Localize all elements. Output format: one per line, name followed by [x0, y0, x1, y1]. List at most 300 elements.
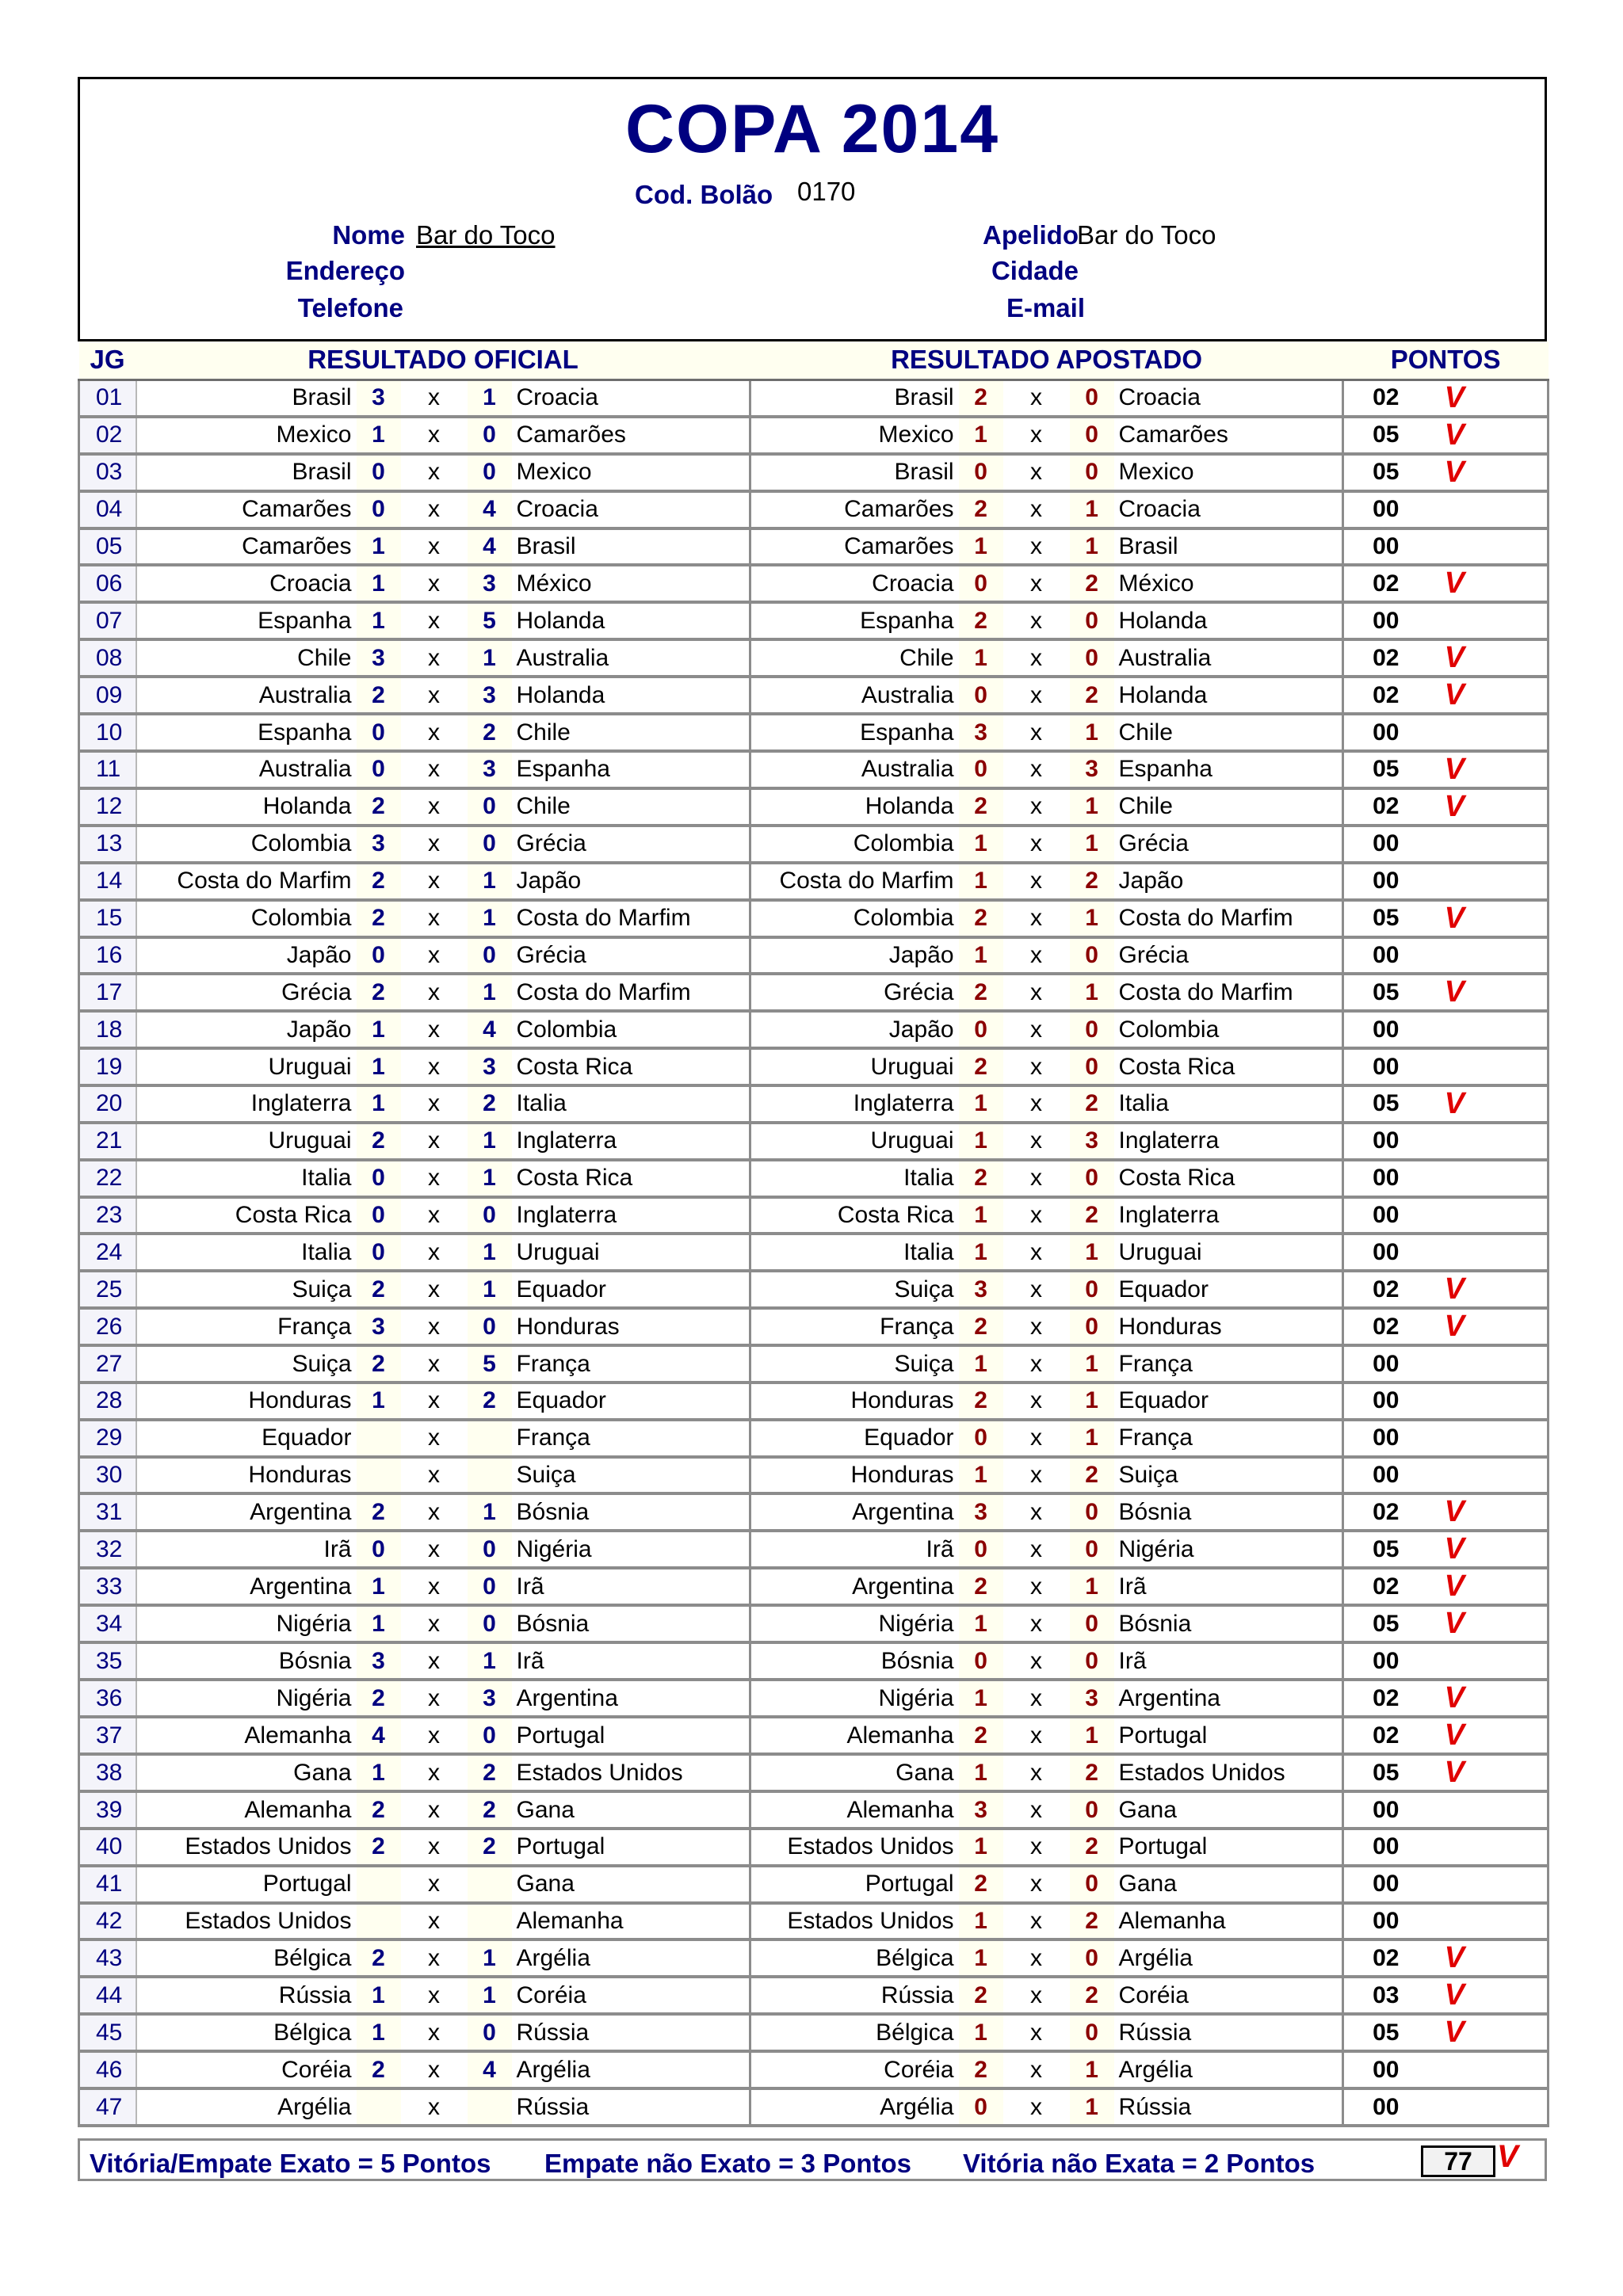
away-team-bet: Alemanha — [1114, 1903, 1343, 1940]
official-separator: x — [401, 1754, 468, 1791]
jg-cell: 47 — [79, 2088, 136, 2126]
away-team-official: Portugal — [512, 1717, 750, 1754]
home-team-official: Gana — [136, 1754, 357, 1791]
table-row — [79, 1531, 1549, 1568]
points-cell: 05 — [1343, 454, 1442, 491]
away-team-official: Bósnia — [512, 1605, 750, 1642]
bet-away-score: 2 — [1070, 1977, 1114, 2014]
official-away-score: 5 — [468, 1345, 512, 1383]
check-icon — [1442, 1123, 1549, 1160]
home-team-official: Inglaterra — [136, 1085, 357, 1123]
bet-separator: x — [1003, 1234, 1070, 1271]
home-team-bet: Suiça — [750, 1345, 959, 1383]
home-team-official: Irã — [136, 1531, 357, 1568]
home-team-bet: Japão — [750, 1011, 959, 1048]
points-cell: 00 — [1343, 1345, 1442, 1383]
official-separator: x — [401, 1605, 468, 1642]
points-cell: 05 — [1343, 1085, 1442, 1123]
jg-cell: 32 — [79, 1531, 136, 1568]
bet-away-score: 0 — [1070, 1939, 1114, 1977]
home-team-bet: Japão — [750, 937, 959, 974]
jg-cell: 05 — [79, 528, 136, 566]
bet-home-score: 3 — [959, 714, 1003, 751]
official-away-score: 4 — [468, 528, 512, 566]
away-team-official: Uruguai — [512, 1234, 750, 1271]
check-icon — [1442, 1866, 1549, 1903]
away-team-official: Gana — [512, 1791, 750, 1829]
home-team-official: Australia — [136, 677, 357, 714]
official-home-score: 1 — [357, 528, 401, 566]
official-home-score: 1 — [357, 2014, 401, 2051]
rule-win: Vitória não Exata = 2 Pontos — [963, 2149, 1316, 2178]
official-separator: x — [401, 454, 468, 491]
jg-cell: 41 — [79, 1866, 136, 1903]
home-team-official: Brasil — [136, 454, 357, 491]
bet-home-score: 0 — [959, 677, 1003, 714]
away-team-bet: Costa Rica — [1114, 1160, 1343, 1197]
away-team-bet: Bósnia — [1114, 1493, 1343, 1531]
bet-separator: x — [1003, 1717, 1070, 1754]
bet-away-score: 0 — [1070, 379, 1114, 417]
points-cell: 00 — [1343, 1197, 1442, 1234]
table-row — [79, 1829, 1549, 1866]
cod-bolao-value: 0170 — [797, 177, 856, 206]
official-home-score — [357, 2088, 401, 2126]
official-separator: x — [401, 788, 468, 826]
official-home-score: 1 — [357, 417, 401, 454]
home-team-official: Italia — [136, 1234, 357, 1271]
bet-away-score: 1 — [1070, 1234, 1114, 1271]
official-home-score: 3 — [357, 379, 401, 417]
bet-separator: x — [1003, 1085, 1070, 1123]
home-team-bet: França — [750, 1308, 959, 1345]
home-team-official: Croacia — [136, 565, 357, 602]
away-team-bet: Costa do Marfim — [1114, 900, 1343, 937]
official-separator: x — [401, 714, 468, 751]
official-separator: x — [401, 1160, 468, 1197]
home-team-bet: Costa do Marfim — [750, 863, 959, 900]
away-team-bet: Uruguai — [1114, 1234, 1343, 1271]
home-team-bet: Croacia — [750, 565, 959, 602]
bet-separator: x — [1003, 491, 1070, 528]
home-team-bet: Chile — [750, 639, 959, 677]
official-away-score: 2 — [468, 714, 512, 751]
table-row — [79, 1048, 1549, 1085]
jg-cell: 08 — [79, 639, 136, 677]
away-team-official: Portugal — [512, 1829, 750, 1866]
points-cell: 00 — [1343, 2051, 1442, 2088]
official-away-score: 0 — [468, 2014, 512, 2051]
bet-home-score: 1 — [959, 1197, 1003, 1234]
away-team-official: Costa do Marfim — [512, 900, 750, 937]
away-team-official: Japão — [512, 863, 750, 900]
official-separator: x — [401, 900, 468, 937]
bet-away-score: 0 — [1070, 1308, 1114, 1345]
bet-separator: x — [1003, 1345, 1070, 1383]
official-away-score: 2 — [468, 1383, 512, 1420]
points-cell: 00 — [1343, 1048, 1442, 1085]
check-icon — [1442, 1234, 1549, 1271]
away-team-bet: Rússia — [1114, 2088, 1343, 2126]
bet-home-score: 2 — [959, 974, 1003, 1011]
table-row — [79, 602, 1549, 639]
bet-away-score: 0 — [1070, 1493, 1114, 1531]
nome-value: Bar do Toco — [416, 220, 556, 250]
away-team-bet: Argentina — [1114, 1680, 1343, 1717]
table-row — [79, 1939, 1549, 1977]
away-team-bet: Gana — [1114, 1866, 1343, 1903]
away-team-official: Estados Unidos — [512, 1754, 750, 1791]
jg-cell: 14 — [79, 863, 136, 900]
away-team-official: Inglaterra — [512, 1123, 750, 1160]
check-icon — [1442, 1791, 1549, 1829]
check-icon: V — [1442, 900, 1549, 937]
bet-separator: x — [1003, 1457, 1070, 1494]
official-separator: x — [401, 379, 468, 417]
table-row — [79, 1197, 1549, 1234]
home-team-official: Argentina — [136, 1568, 357, 1605]
home-team-bet: Honduras — [750, 1457, 959, 1494]
official-home-score: 2 — [357, 1271, 401, 1308]
official-separator: x — [401, 1568, 468, 1605]
bet-away-score: 0 — [1070, 1011, 1114, 1048]
bet-home-score: 1 — [959, 417, 1003, 454]
home-team-official: Suiça — [136, 1345, 357, 1383]
away-team-bet: Inglaterra — [1114, 1197, 1343, 1234]
check-icon: V — [1442, 788, 1549, 826]
bet-home-score: 2 — [959, 1977, 1003, 2014]
bet-away-score: 0 — [1070, 602, 1114, 639]
bet-home-score: 1 — [959, 1939, 1003, 1977]
official-separator: x — [401, 937, 468, 974]
bet-away-score: 1 — [1070, 528, 1114, 566]
away-team-official: Grécia — [512, 826, 750, 863]
check-icon — [1442, 826, 1549, 863]
bet-away-score: 0 — [1070, 1642, 1114, 1680]
table-row — [79, 863, 1549, 900]
bet-away-score: 2 — [1070, 677, 1114, 714]
official-away-score — [468, 1866, 512, 1903]
official-separator: x — [401, 863, 468, 900]
bet-away-score: 0 — [1070, 1531, 1114, 1568]
official-away-score: 1 — [468, 1160, 512, 1197]
bet-away-score: 0 — [1070, 417, 1114, 454]
official-separator: x — [401, 1011, 468, 1048]
bet-separator: x — [1003, 1123, 1070, 1160]
official-separator: x — [401, 751, 468, 788]
table-row — [79, 1977, 1549, 2014]
official-home-score: 0 — [357, 1160, 401, 1197]
away-team-official: Costa do Marfim — [512, 974, 750, 1011]
table-row — [79, 1123, 1549, 1160]
check-icon: V — [1442, 1754, 1549, 1791]
away-team-official: Bósnia — [512, 1493, 750, 1531]
official-away-score: 1 — [468, 639, 512, 677]
official-home-score: 0 — [357, 1234, 401, 1271]
official-separator: x — [401, 491, 468, 528]
check-icon: V — [1442, 677, 1549, 714]
table-row — [79, 1903, 1549, 1940]
official-home-score: 0 — [357, 937, 401, 974]
official-separator: x — [401, 1085, 468, 1123]
bet-home-score: 1 — [959, 1829, 1003, 1866]
check-icon: V — [1442, 2014, 1549, 2051]
official-separator: x — [401, 826, 468, 863]
bet-away-score: 1 — [1070, 1568, 1114, 1605]
away-team-bet: Croacia — [1114, 379, 1343, 417]
official-away-score: 0 — [468, 417, 512, 454]
jg-cell: 16 — [79, 937, 136, 974]
official-separator: x — [401, 1866, 468, 1903]
official-away-score: 2 — [468, 1085, 512, 1123]
bet-separator: x — [1003, 565, 1070, 602]
bet-separator: x — [1003, 454, 1070, 491]
home-team-official: Bósnia — [136, 1642, 357, 1680]
home-team-official: Espanha — [136, 714, 357, 751]
official-home-score: 2 — [357, 677, 401, 714]
official-separator: x — [401, 1717, 468, 1754]
official-away-score: 0 — [468, 1197, 512, 1234]
official-away-score: 3 — [468, 1680, 512, 1717]
away-team-bet: Australia — [1114, 639, 1343, 677]
away-team-bet: Equador — [1114, 1383, 1343, 1420]
points-cell: 00 — [1343, 528, 1442, 566]
points-cell: 03 — [1343, 1977, 1442, 2014]
bet-away-score: 1 — [1070, 1717, 1114, 1754]
table-row — [79, 454, 1549, 491]
bet-separator: x — [1003, 528, 1070, 566]
home-team-bet: Irã — [750, 1531, 959, 1568]
away-team-bet: França — [1114, 1345, 1343, 1383]
official-away-score: 1 — [468, 863, 512, 900]
home-team-bet: Alemanha — [750, 1791, 959, 1829]
official-separator: x — [401, 1531, 468, 1568]
check-icon: V — [1442, 751, 1549, 788]
bet-home-score: 0 — [959, 1642, 1003, 1680]
home-team-official: Grécia — [136, 974, 357, 1011]
away-team-official: Holanda — [512, 602, 750, 639]
official-away-score: 4 — [468, 491, 512, 528]
home-team-official: Alemanha — [136, 1791, 357, 1829]
points-cell: 05 — [1343, 417, 1442, 454]
table-row — [79, 1717, 1549, 1754]
home-team-official: Bélgica — [136, 1939, 357, 1977]
away-team-bet: Camarões — [1114, 417, 1343, 454]
home-team-official: Alemanha — [136, 1717, 357, 1754]
points-cell: 00 — [1343, 602, 1442, 639]
official-home-score: 0 — [357, 491, 401, 528]
bet-separator: x — [1003, 1754, 1070, 1791]
home-team-official: Suiça — [136, 1271, 357, 1308]
official-home-score: 0 — [357, 1531, 401, 1568]
bet-separator: x — [1003, 602, 1070, 639]
away-team-official: Grécia — [512, 937, 750, 974]
jg-cell: 27 — [79, 1345, 136, 1383]
home-team-bet: Uruguai — [750, 1123, 959, 1160]
bet-separator: x — [1003, 2088, 1070, 2126]
bet-away-score: 2 — [1070, 1085, 1114, 1123]
away-team-bet: Brasil — [1114, 528, 1343, 566]
bet-home-score: 1 — [959, 1234, 1003, 1271]
home-team-official: Australia — [136, 751, 357, 788]
official-separator: x — [401, 1234, 468, 1271]
points-cell: 00 — [1343, 1457, 1442, 1494]
table-row — [79, 528, 1549, 566]
bet-home-score: 1 — [959, 1457, 1003, 1494]
official-home-score: 2 — [357, 1345, 401, 1383]
official-away-score: 2 — [468, 1754, 512, 1791]
bet-home-score: 1 — [959, 528, 1003, 566]
home-team-official: Argélia — [136, 2088, 357, 2126]
official-away-score: 1 — [468, 1977, 512, 2014]
points-cell: 00 — [1343, 863, 1442, 900]
table-row — [79, 1271, 1549, 1308]
jg-cell: 10 — [79, 714, 136, 751]
home-team-official: Portugal — [136, 1866, 357, 1903]
official-separator: x — [401, 1308, 468, 1345]
bet-home-score: 2 — [959, 602, 1003, 639]
home-team-bet: Camarões — [750, 491, 959, 528]
away-team-bet: Portugal — [1114, 1829, 1343, 1866]
table-row — [79, 1568, 1549, 1605]
bet-home-score: 0 — [959, 751, 1003, 788]
points-cell: 00 — [1343, 1420, 1442, 1457]
bet-away-score: 1 — [1070, 714, 1114, 751]
official-away-score — [468, 2088, 512, 2126]
cidade-label: Cidade — [991, 256, 1079, 285]
footer-legend — [78, 2138, 1547, 2181]
bet-home-score: 2 — [959, 1383, 1003, 1420]
official-separator: x — [401, 677, 468, 714]
check-icon: V — [1442, 1605, 1549, 1642]
official-away-score: 0 — [468, 1717, 512, 1754]
bet-home-score: 3 — [959, 1271, 1003, 1308]
home-team-bet: Gana — [750, 1754, 959, 1791]
bet-separator: x — [1003, 1977, 1070, 2014]
official-away-score: 5 — [468, 602, 512, 639]
home-team-bet: Espanha — [750, 714, 959, 751]
away-team-official: Costa Rica — [512, 1160, 750, 1197]
jg-cell: 06 — [79, 565, 136, 602]
points-cell: 02 — [1343, 1680, 1442, 1717]
bet-away-score: 1 — [1070, 491, 1114, 528]
results-body — [79, 379, 1549, 2126]
table-row — [79, 1605, 1549, 1642]
official-home-score — [357, 1457, 401, 1494]
bet-away-score: 1 — [1070, 788, 1114, 826]
official-separator: x — [401, 602, 468, 639]
away-team-official: Argélia — [512, 2051, 750, 2088]
official-home-score — [357, 1866, 401, 1903]
table-row — [79, 788, 1549, 826]
away-team-bet: Inglaterra — [1114, 1123, 1343, 1160]
away-team-official: Brasil — [512, 528, 750, 566]
bet-away-score: 0 — [1070, 1866, 1114, 1903]
check-icon: V — [1442, 1717, 1549, 1754]
home-team-bet: Inglaterra — [750, 1085, 959, 1123]
official-separator: x — [401, 1977, 468, 2014]
home-team-bet: Nigéria — [750, 1605, 959, 1642]
home-team-official: Japão — [136, 1011, 357, 1048]
bet-away-score: 0 — [1070, 454, 1114, 491]
away-team-bet: Mexico — [1114, 454, 1343, 491]
official-home-score: 1 — [357, 1085, 401, 1123]
check-icon — [1442, 937, 1549, 974]
home-team-bet: Brasil — [750, 454, 959, 491]
check-icon: V — [1442, 974, 1549, 1011]
official-away-score: 1 — [468, 1939, 512, 1977]
table-row — [79, 826, 1549, 863]
bet-separator: x — [1003, 1197, 1070, 1234]
home-team-official: Camarões — [136, 491, 357, 528]
points-cell: 02 — [1343, 1568, 1442, 1605]
page-title: COPA 2014 — [624, 91, 1000, 167]
official-home-score: 0 — [357, 751, 401, 788]
jg-cell: 33 — [79, 1568, 136, 1605]
away-team-bet: Croacia — [1114, 491, 1343, 528]
jg-cell: 24 — [79, 1234, 136, 1271]
check-icon — [1442, 1383, 1549, 1420]
home-team-official: Camarões — [136, 528, 357, 566]
home-team-official: França — [136, 1308, 357, 1345]
away-team-bet: Portugal — [1114, 1717, 1343, 1754]
jg-cell: 35 — [79, 1642, 136, 1680]
bet-away-score: 0 — [1070, 639, 1114, 677]
official-separator: x — [401, 2014, 468, 2051]
bet-away-score: 2 — [1070, 1754, 1114, 1791]
official-separator: x — [401, 639, 468, 677]
official-away-score: 1 — [468, 900, 512, 937]
home-team-official: Espanha — [136, 602, 357, 639]
check-icon: V — [1442, 639, 1549, 677]
points-cell: 00 — [1343, 2088, 1442, 2126]
official-away-score: 0 — [468, 1308, 512, 1345]
away-team-bet: Grécia — [1114, 937, 1343, 974]
bet-away-score: 0 — [1070, 1271, 1114, 1308]
home-team-official: Nigéria — [136, 1605, 357, 1642]
points-cell: 02 — [1343, 1308, 1442, 1345]
bet-separator: x — [1003, 1605, 1070, 1642]
home-team-bet: Portugal — [750, 1866, 959, 1903]
points-cell: 02 — [1343, 1717, 1442, 1754]
official-separator: x — [401, 1345, 468, 1383]
official-separator: x — [401, 1829, 468, 1866]
home-team-official: Chile — [136, 639, 357, 677]
bet-separator: x — [1003, 1568, 1070, 1605]
home-team-official: Mexico — [136, 417, 357, 454]
official-home-score: 2 — [357, 1829, 401, 1866]
bet-separator: x — [1003, 1308, 1070, 1345]
bet-away-score: 2 — [1070, 1903, 1114, 1940]
home-team-official: Uruguai — [136, 1048, 357, 1085]
official-home-score: 1 — [357, 1568, 401, 1605]
check-icon: V — [1442, 565, 1549, 602]
check-icon: V — [1442, 1308, 1549, 1345]
official-separator: x — [401, 1680, 468, 1717]
bet-separator: x — [1003, 1011, 1070, 1048]
official-home-score: 0 — [357, 454, 401, 491]
check-icon — [1442, 1420, 1549, 1457]
table-row — [79, 491, 1549, 528]
home-team-official: Japão — [136, 937, 357, 974]
check-icon: V — [1442, 454, 1549, 491]
bet-home-score: 1 — [959, 1605, 1003, 1642]
away-team-official: Nigéria — [512, 1531, 750, 1568]
away-team-bet: Colombia — [1114, 1011, 1343, 1048]
home-team-bet: Rússia — [750, 1977, 959, 2014]
bet-separator: x — [1003, 826, 1070, 863]
points-cell: 02 — [1343, 565, 1442, 602]
